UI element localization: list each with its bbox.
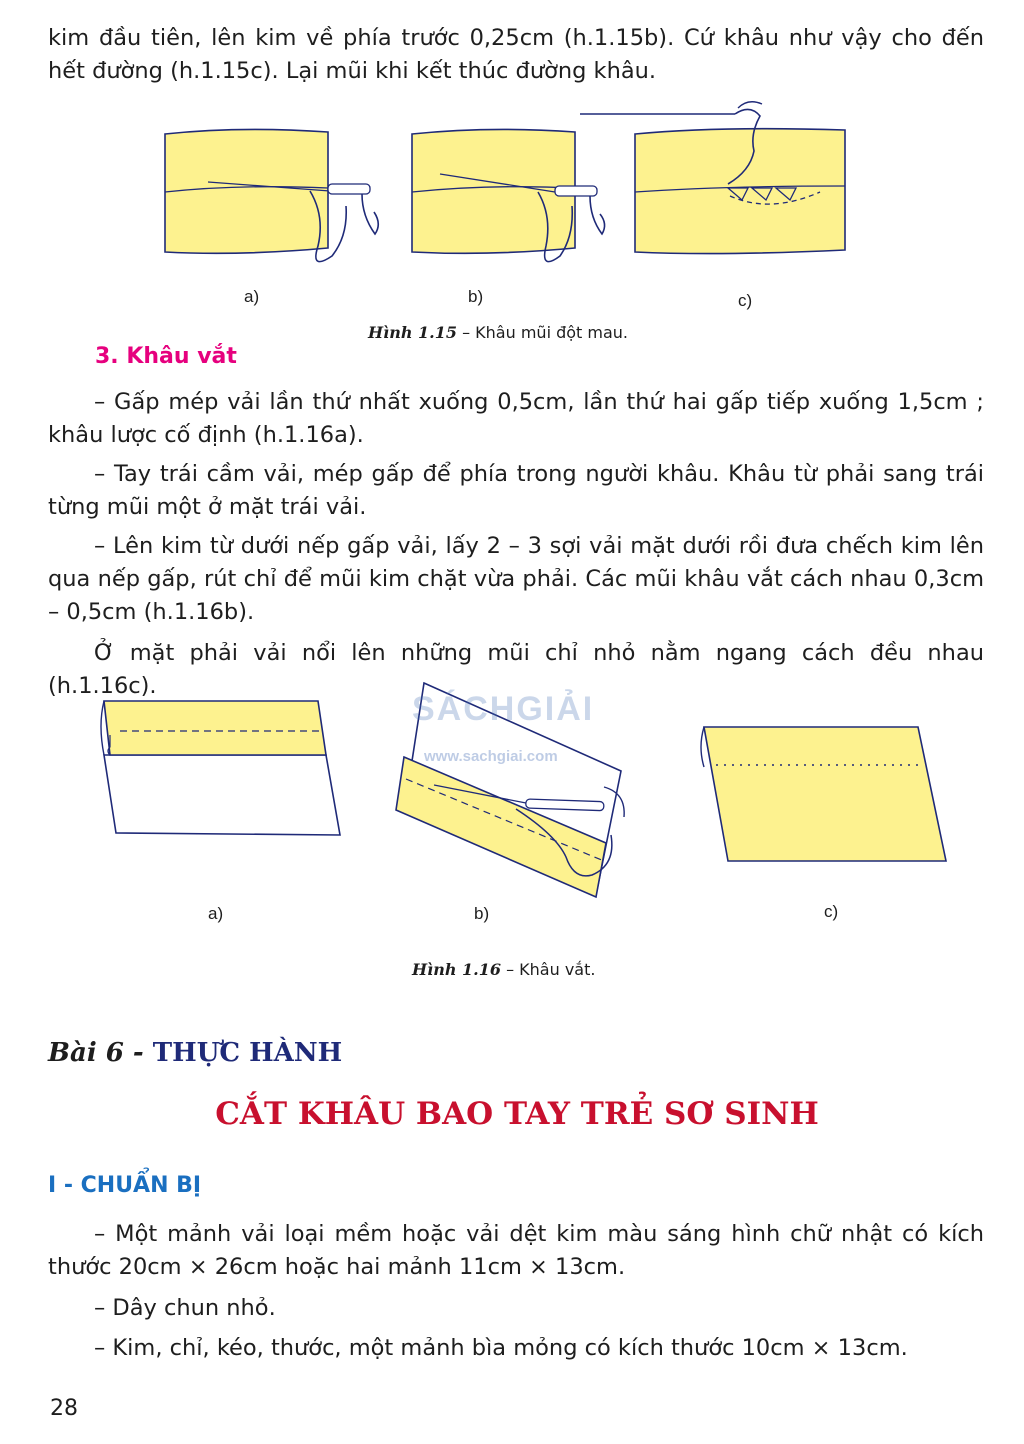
figure-1-15-illustration (150, 96, 870, 276)
prep-item-1: – Một mảnh vải loại mềm hoặc vải dệt kim màu sáng hình chữ nhật có kích thước 20cm × 26cm hoặc hai mảnh 11cm × 13cm. (48, 1221, 984, 1280)
page-number: 28 (50, 1396, 78, 1421)
figure-1-15-caption-label: Hình 1.15 (368, 323, 457, 342)
prep-heading: I - CHUẨN BỊ (48, 1173, 202, 1198)
figure-1-15-caption (368, 323, 628, 342)
fabric-panel-b (412, 129, 605, 261)
figure-1-15-label-b: b) (468, 287, 484, 306)
fabric-panel-a (165, 129, 378, 261)
watermark-url: www.sachgiai.com (424, 748, 558, 765)
figure-1-15-label-a: a) (244, 287, 260, 306)
section-3-paragraph-2: – Tay trái cầm vải, mép gấp để phía trong người khâu. Khâu từ phải sang trái từng mũi một ở mặt trái vải. (48, 461, 984, 520)
intro-paragraph: kim đầu tiên, lên kim về phía trước 0,25cm (h.1.15b). Cứ khâu như vậy cho đến hết đường (h.1.15c). Lại mũi khi kết thúc đường khâu. (48, 25, 984, 84)
lesson-heading (48, 1038, 342, 1068)
figure-1-16-label-b: b) (474, 904, 490, 923)
figure-1-15-caption-text: – Khâu mũi đột mau. (457, 323, 629, 342)
prep-item-3: – Kim, chỉ, kéo, thước, một mảnh bìa mỏng có kích thước 10cm × 13cm. (94, 1335, 908, 1361)
lesson-number: Bài 6 - (48, 1038, 153, 1068)
section-3-heading: 3. Khâu vắt (95, 344, 237, 369)
lesson-title: THỰC HÀNH (152, 1038, 343, 1068)
section-3-paragraph-4: Ở mặt phải vải nổi lên những mũi chỉ nhỏ nằm ngang cách đều nhau (h.1.16c). (48, 640, 984, 699)
figure-1-16-caption (412, 960, 595, 979)
folded-fabric-c (701, 727, 946, 861)
watermark-logo: SÁCHGIẢI (412, 690, 595, 728)
section-3-paragraph-1: – Gấp mép vải lần thứ nhất xuống 0,5cm, lần thứ hai gấp tiếp xuống 1,5cm ; khâu lược cố định (h.1.16a). (48, 389, 984, 448)
folded-fabric-a (101, 701, 340, 835)
fabric-panel-c (580, 102, 845, 254)
lesson-subtitle: CẮT KHÂU BAO TAY TRẺ SƠ SINH (215, 1096, 819, 1132)
prep-item-2: – Dây chun nhỏ. (94, 1295, 276, 1321)
section-3-paragraph-3: – Lên kim từ dưới nếp gấp vải, lấy 2 – 3 sợi vải mặt dưới rồi đưa chếch kim lên qua nếp gấp, rút chỉ để mũi kim chặt vừa phải. Các mũi khâu vắt cách nhau 0,3cm – 0,5cm (h.1.16b). (48, 533, 984, 625)
figure-1-16-caption-label: Hình 1.16 (412, 960, 501, 979)
figure-1-16-label-a: a) (208, 904, 224, 923)
figure-1-16-label-c: c) (824, 902, 839, 921)
figure-1-16-caption-text: – Khâu vắt. (501, 960, 596, 979)
figure-1-15-label-c: c) (738, 291, 753, 310)
